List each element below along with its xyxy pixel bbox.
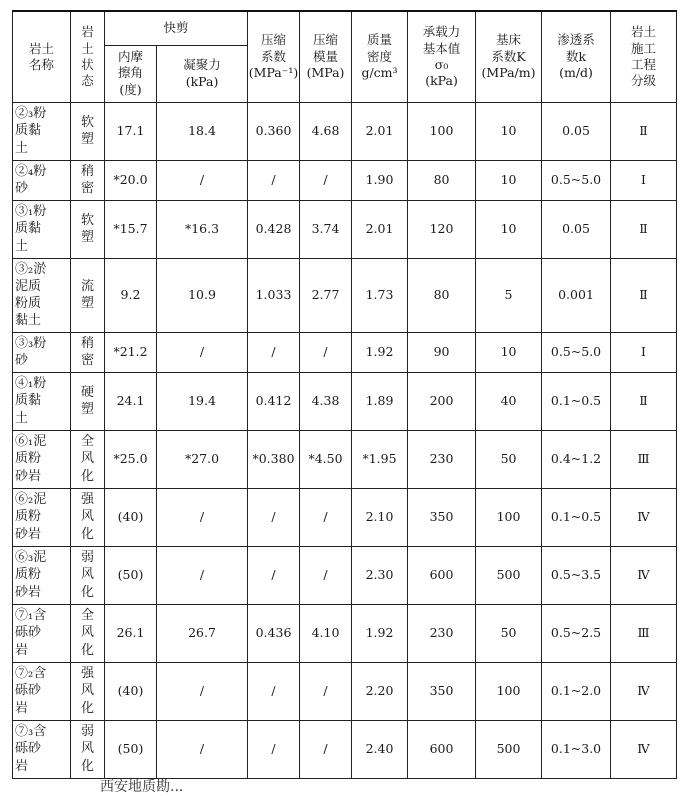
cell-perm: 0.1~3.0 xyxy=(542,720,611,778)
cell-mod: 4.10 xyxy=(300,604,352,662)
cell-name: ③₃粉 砂 xyxy=(13,332,71,372)
cell-state: 硬 塑 xyxy=(71,372,105,430)
cell-coef: 0.360 xyxy=(248,102,300,160)
cell-density: 2.01 xyxy=(352,102,408,160)
cell-cohesion: / xyxy=(157,662,248,720)
cell-perm: 0.1~2.0 xyxy=(542,662,611,720)
table-row xyxy=(13,488,677,546)
cell-coef: *0.380 xyxy=(248,430,300,488)
cell-perm: 0.5~2.5 xyxy=(542,604,611,662)
cell-subgrade: 500 xyxy=(476,720,542,778)
header-density: 质量 密度 g/cm³ xyxy=(352,11,408,102)
cell-bearing: 200 xyxy=(408,372,476,430)
cell-coef: / xyxy=(248,720,300,778)
table-row xyxy=(13,332,677,372)
cell-cohesion: / xyxy=(157,160,248,200)
header-cohesion: 凝聚力 (kPa) xyxy=(157,45,248,102)
cell-name: ⑦₁含 砾砂 岩 xyxy=(13,604,71,662)
cell-mod: 3.74 xyxy=(300,200,352,258)
cell-state: 全 风 化 xyxy=(71,604,105,662)
cell-subgrade: 100 xyxy=(476,488,542,546)
cell-perm: 0.5~5.0 xyxy=(542,332,611,372)
header-state: 岩 土 状 态 xyxy=(71,11,105,102)
cell-name: ③₂淤 泥质 粉质 黏土 xyxy=(13,258,71,332)
header-compress-coef: 压缩 系数 (MPa⁻¹) xyxy=(248,11,300,102)
cell-mod: / xyxy=(300,720,352,778)
cell-friction: (50) xyxy=(105,720,157,778)
cell-subgrade: 50 xyxy=(476,604,542,662)
table-row xyxy=(13,200,677,258)
cell-density: 1.92 xyxy=(352,604,408,662)
cell-bearing: 350 xyxy=(408,662,476,720)
cell-friction: 26.1 xyxy=(105,604,157,662)
cell-perm: 0.5~5.0 xyxy=(542,160,611,200)
cell-bearing: 90 xyxy=(408,332,476,372)
cell-mod: 4.68 xyxy=(300,102,352,160)
cell-mod: *4.50 xyxy=(300,430,352,488)
cell-perm: 0.05 xyxy=(542,102,611,160)
cell-subgrade: 5 xyxy=(476,258,542,332)
cell-name: ③₁粉 质黏 土 xyxy=(13,200,71,258)
cell-friction: (50) xyxy=(105,546,157,604)
cell-grade: Ⅲ xyxy=(611,430,677,488)
cell-state: 稍 密 xyxy=(71,160,105,200)
cell-mod: 2.77 xyxy=(300,258,352,332)
cell-grade: Ⅲ xyxy=(611,604,677,662)
cell-mod: / xyxy=(300,488,352,546)
cell-subgrade: 50 xyxy=(476,430,542,488)
table-row xyxy=(13,604,677,662)
cell-state: 弱 风 化 xyxy=(71,720,105,778)
table-row xyxy=(13,662,677,720)
cell-grade: Ⅱ xyxy=(611,102,677,160)
cell-coef: 0.412 xyxy=(248,372,300,430)
cell-density: 1.89 xyxy=(352,372,408,430)
cell-bearing: 100 xyxy=(408,102,476,160)
table-row xyxy=(13,430,677,488)
cell-perm: 0.001 xyxy=(542,258,611,332)
footer-caption: 西安地质勘... xyxy=(100,779,184,795)
cell-bearing: 120 xyxy=(408,200,476,258)
cell-coef: / xyxy=(248,546,300,604)
cell-name: ⑥₁泥 质粉 砂岩 xyxy=(13,430,71,488)
cell-perm: 0.1~0.5 xyxy=(542,372,611,430)
header-grade: 岩土 施工 工程 分级 xyxy=(611,11,677,102)
geotechnical-parameters-table xyxy=(12,10,677,779)
cell-cohesion: *16.3 xyxy=(157,200,248,258)
cell-grade: Ⅳ xyxy=(611,488,677,546)
cell-friction: *15.7 xyxy=(105,200,157,258)
cell-density: *1.95 xyxy=(352,430,408,488)
cell-grade: Ⅱ xyxy=(611,200,677,258)
cell-bearing: 230 xyxy=(408,604,476,662)
header-name: 岩土 名称 xyxy=(13,11,71,102)
cell-friction: 9.2 xyxy=(105,258,157,332)
cell-bearing: 230 xyxy=(408,430,476,488)
cell-coef: / xyxy=(248,662,300,720)
cell-cohesion: 19.4 xyxy=(157,372,248,430)
table-row xyxy=(13,160,677,200)
cell-name: ④₁粉 质黏 土 xyxy=(13,372,71,430)
cell-coef: / xyxy=(248,488,300,546)
cell-mod: / xyxy=(300,662,352,720)
cell-name: ②₃粉 质黏 土 xyxy=(13,102,71,160)
cell-friction: (40) xyxy=(105,488,157,546)
cell-coef: 0.436 xyxy=(248,604,300,662)
cell-cohesion: 10.9 xyxy=(157,258,248,332)
cell-subgrade: 100 xyxy=(476,662,542,720)
header-permeability: 渗透系 数k (m/d) xyxy=(542,11,611,102)
cell-mod: / xyxy=(300,546,352,604)
cell-density: 1.92 xyxy=(352,332,408,372)
cell-cohesion: / xyxy=(157,720,248,778)
cell-density: 2.01 xyxy=(352,200,408,258)
table-row xyxy=(13,372,677,430)
cell-state: 强 风 化 xyxy=(71,662,105,720)
cell-coef: 0.428 xyxy=(248,200,300,258)
cell-perm: 0.1~0.5 xyxy=(542,488,611,546)
cell-perm: 0.5~3.5 xyxy=(542,546,611,604)
cell-grade: Ⅳ xyxy=(611,662,677,720)
cell-subgrade: 40 xyxy=(476,372,542,430)
cell-state: 强 风 化 xyxy=(71,488,105,546)
cell-density: 2.30 xyxy=(352,546,408,604)
cell-grade: Ⅰ xyxy=(611,160,677,200)
cell-grade: Ⅳ xyxy=(611,720,677,778)
cell-name: ⑥₂泥 质粉 砂岩 xyxy=(13,488,71,546)
cell-perm: 0.05 xyxy=(542,200,611,258)
cell-coef: / xyxy=(248,332,300,372)
cell-state: 弱 风 化 xyxy=(71,546,105,604)
cell-friction: (40) xyxy=(105,662,157,720)
cell-subgrade: 10 xyxy=(476,160,542,200)
cell-state: 流 塑 xyxy=(71,258,105,332)
cell-mod: / xyxy=(300,160,352,200)
cell-grade: Ⅱ xyxy=(611,372,677,430)
cell-state: 全 风 化 xyxy=(71,430,105,488)
cell-friction: *20.0 xyxy=(105,160,157,200)
cell-density: 2.10 xyxy=(352,488,408,546)
cell-friction: *25.0 xyxy=(105,430,157,488)
cell-bearing: 350 xyxy=(408,488,476,546)
cell-density: 2.20 xyxy=(352,662,408,720)
cell-subgrade: 10 xyxy=(476,332,542,372)
cell-cohesion: 18.4 xyxy=(157,102,248,160)
table-row xyxy=(13,720,677,778)
cell-density: 2.40 xyxy=(352,720,408,778)
cell-cohesion: *27.0 xyxy=(157,430,248,488)
header-compress-mod: 压缩 模量 (MPa) xyxy=(300,11,352,102)
cell-state: 软 塑 xyxy=(71,200,105,258)
cell-friction: 17.1 xyxy=(105,102,157,160)
cell-cohesion: / xyxy=(157,332,248,372)
cell-mod: 4.38 xyxy=(300,372,352,430)
cell-state: 稍 密 xyxy=(71,332,105,372)
cell-name: ⑥₃泥 质粉 砂岩 xyxy=(13,546,71,604)
cell-cohesion: / xyxy=(157,488,248,546)
header-bearing: 承载力 基本值 σ₀ (kPa) xyxy=(408,11,476,102)
cell-name: ②₄粉 砂 xyxy=(13,160,71,200)
cell-bearing: 80 xyxy=(408,160,476,200)
cell-subgrade: 500 xyxy=(476,546,542,604)
cell-name: ⑦₂含 砾砂 岩 xyxy=(13,662,71,720)
cell-coef: 1.033 xyxy=(248,258,300,332)
cell-subgrade: 10 xyxy=(476,102,542,160)
cell-grade: Ⅰ xyxy=(611,332,677,372)
cell-density: 1.90 xyxy=(352,160,408,200)
cell-bearing: 80 xyxy=(408,258,476,332)
cell-subgrade: 10 xyxy=(476,200,542,258)
header-subgrade: 基床 系数K (MPa/m) xyxy=(476,11,542,102)
cell-bearing: 600 xyxy=(408,546,476,604)
cell-cohesion: 26.7 xyxy=(157,604,248,662)
header-friction: 内摩 擦角 (度) xyxy=(105,45,157,102)
cell-friction: *21.2 xyxy=(105,332,157,372)
cell-grade: Ⅳ xyxy=(611,546,677,604)
table-row xyxy=(13,258,677,332)
cell-name: ⑦₃含 砾砂 岩 xyxy=(13,720,71,778)
cell-coef: / xyxy=(248,160,300,200)
table-row xyxy=(13,546,677,604)
cell-bearing: 600 xyxy=(408,720,476,778)
cell-perm: 0.4~1.2 xyxy=(542,430,611,488)
cell-density: 1.73 xyxy=(352,258,408,332)
cell-friction: 24.1 xyxy=(105,372,157,430)
cell-state: 软 塑 xyxy=(71,102,105,160)
table-row xyxy=(13,102,677,160)
cell-cohesion: / xyxy=(157,546,248,604)
header-shear: 快剪 xyxy=(105,11,248,45)
cell-grade: Ⅱ xyxy=(611,258,677,332)
cell-mod: / xyxy=(300,332,352,372)
